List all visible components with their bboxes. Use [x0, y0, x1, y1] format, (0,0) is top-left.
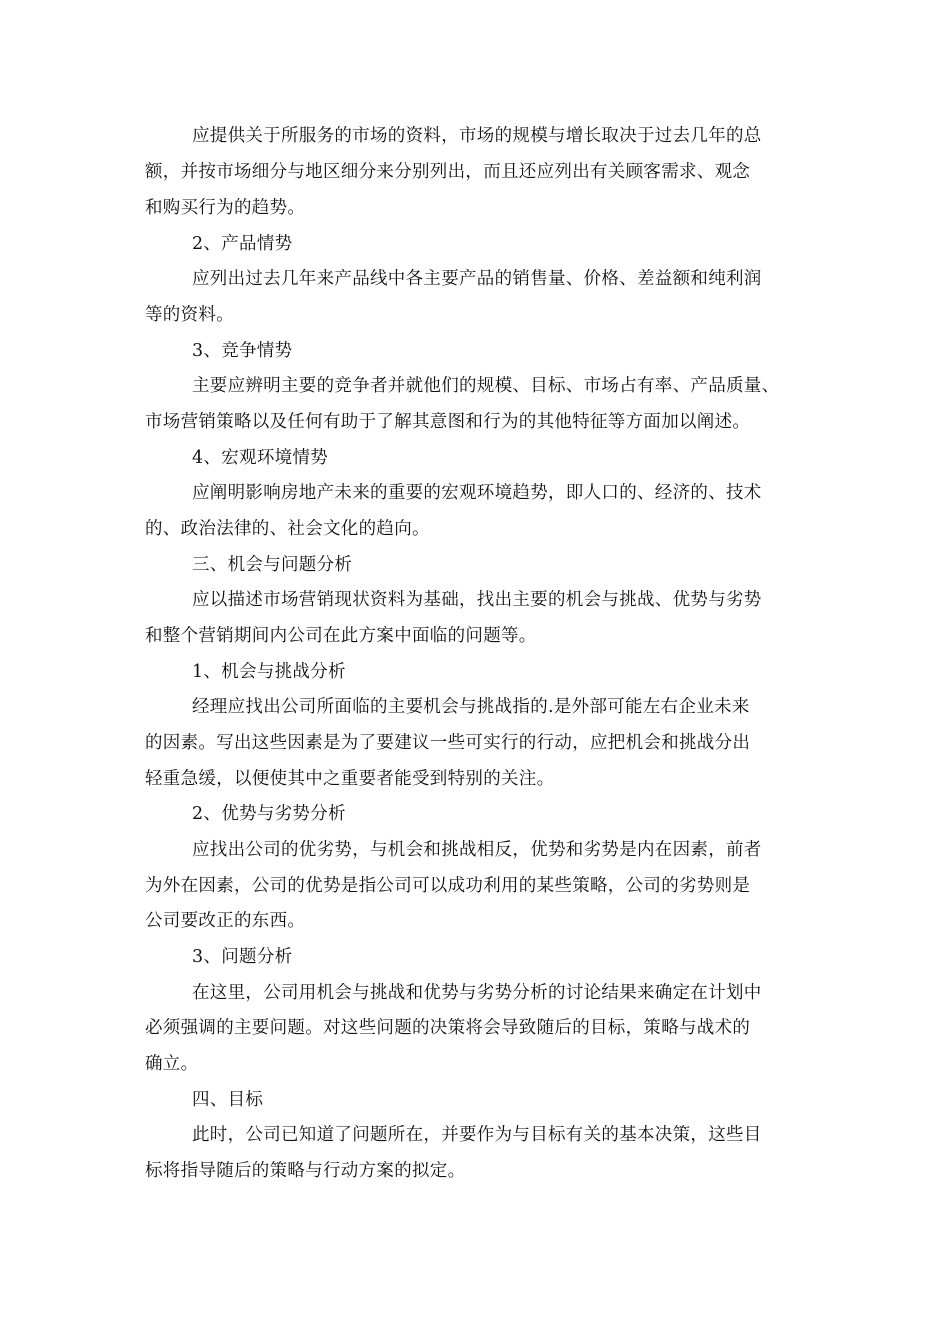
paragraph-line: 的、政治法律的、社会文化的趋向。: [145, 519, 430, 539]
paragraph-line: 和整个营销期间内公司在此方案中面临的问题等。: [145, 626, 537, 646]
paragraph-line: 应以描述市场营销现状资料为基础，找出主要的机会与挑战、优势与劣势: [192, 590, 762, 610]
paragraph-line: 标将指导随后的策略与行动方案的拟定。: [145, 1161, 466, 1181]
paragraph-line: 市场营销策略以及任何有助于了解其意图和行为的其他特征等方面加以阐述。: [145, 412, 751, 432]
paragraph-line: 此时，公司已知道了问题所在，并要作为与目标有关的基本决策，这些目: [192, 1125, 762, 1145]
paragraph-line: 为外在因素，公司的优势是指公司可以成功利用的某些策略，公司的劣势则是: [145, 876, 751, 896]
paragraph-line: 主要应辨明主要的竞争者并就他们的规模、目标、市场占有率、产品质量、: [192, 376, 780, 396]
paragraph-line: 额，并按市场细分与地区细分来分别列出，而且还应列出有关顾客需求、观念: [145, 162, 751, 182]
paragraph-line: 等的资料。: [145, 305, 234, 325]
paragraph-line: 轻重急缓，以便使其中之重要者能受到特别的关注。: [145, 769, 555, 789]
section-heading: 四、目标: [192, 1090, 264, 1110]
paragraph-line: 必须强调的主要问题。对这些问题的决策将会导致随后的目标，策略与战术的: [145, 1018, 751, 1038]
paragraph-line: 和购买行为的趋势。: [145, 198, 306, 218]
paragraph-line: 确立。: [145, 1054, 199, 1074]
section-heading: 4、宏观环境情势: [192, 448, 329, 468]
section-heading: 3、问题分析: [192, 947, 293, 967]
paragraph-line: 经理应找出公司所面临的主要机会与挑战指的.是外部可能左右企业未来: [192, 697, 750, 717]
paragraph-line: 应列出过去几年来产品线中各主要产品的销售量、价格、差益额和纯利润: [192, 269, 762, 289]
section-heading: 2、优势与劣势分析: [192, 804, 346, 824]
paragraph-line: 应阐明影响房地产未来的重要的宏观环境趋势，即人口的、经济的、技术: [192, 483, 762, 503]
paragraph-line: 的因素。写出这些因素是为了要建议一些可实行的行动，应把机会和挑战分出: [145, 733, 751, 753]
paragraph-line: 公司要改正的东西。: [145, 911, 306, 931]
section-heading: 2、产品情势: [192, 234, 293, 254]
section-heading: 3、竞争情势: [192, 341, 293, 361]
paragraph-line: 应找出公司的优劣势，与机会和挑战相反，优势和劣势是内在因素，前者: [192, 840, 762, 860]
section-heading: 三、机会与问题分析: [192, 555, 353, 575]
paragraph-line: 应提供关于所服务的市场的资料，市场的规模与增长取决于过去几年的总: [192, 126, 762, 146]
section-heading: 1、机会与挑战分析: [192, 662, 346, 682]
paragraph-line: 在这里，公司用机会与挑战和优势与劣势分析的讨论结果来确定在计划中: [192, 983, 762, 1003]
